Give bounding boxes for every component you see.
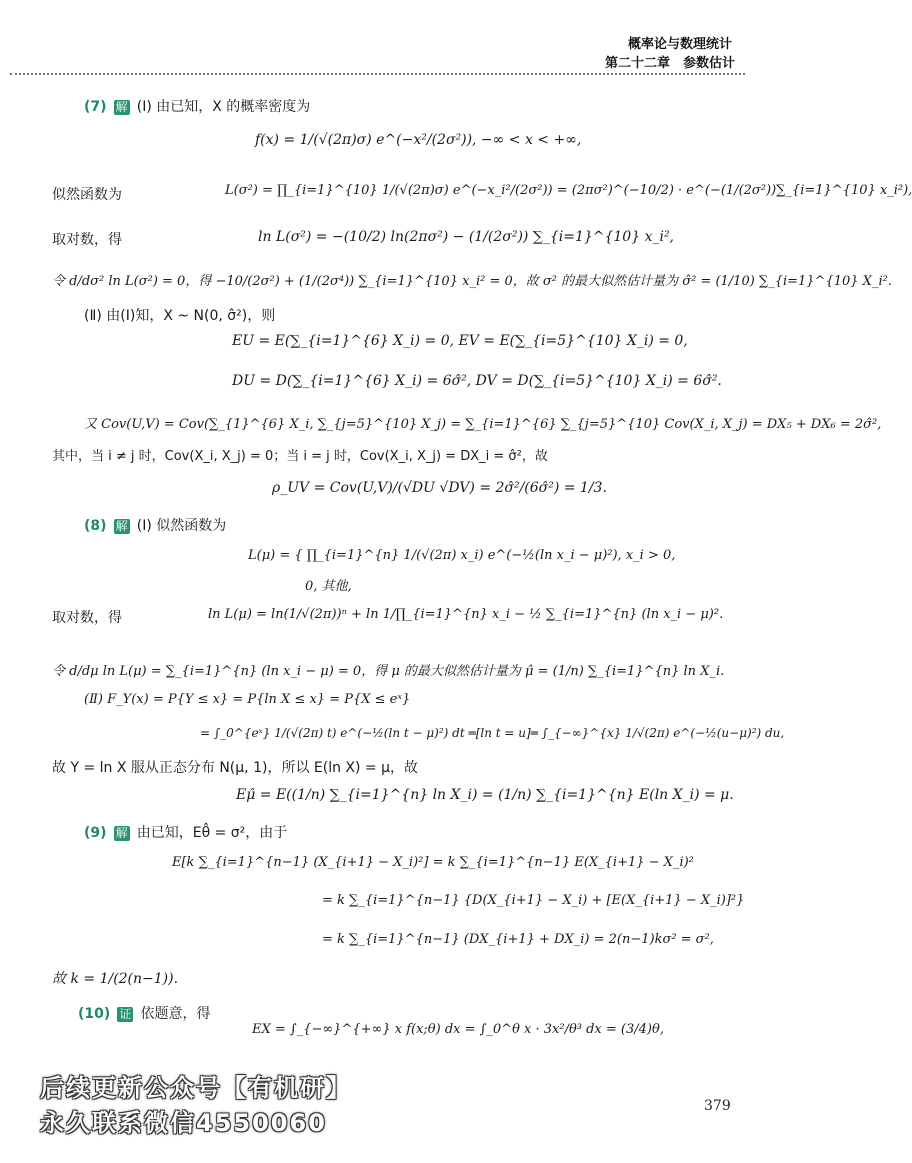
problem-8-heading — [84, 515, 226, 535]
distribution-conclusion: 故 Y = ln X 服从正态分布 N(μ, 1)，所以 E(ln X) = μ，故 — [52, 760, 419, 776]
solution-tag: 解 — [115, 519, 128, 533]
covariance-formula: 又 Cov(U,V) = Cov(∑_{1}^{6} X_i, ∑_{j=5}^{10} X_j) = ∑_{i=1}^{6} ∑_{j=5}^{10} Cov(X_i, X_j) = DX₅ + DX₆ = 2σ̂², — [84, 417, 882, 432]
expectation-step-3: = k ∑_{i=1}^{n−1} (DX_{i+1} + DX_i) = 2(n−1)kσ² = σ², — [322, 932, 714, 947]
likelihood-formula: L(σ²) = ∏_{i=1}^{10} 1/(√(2π)σ) e^(−x_i²/(2σ²)) = (2πσ²)^(−10/2) · e^(−(1/(2σ²))∑_{i=1}^{10} x_i²), — [225, 183, 912, 198]
log-likelihood-formula: ln L(μ) = ln(1/√(2π))ⁿ + ln 1/∏_{i=1}^{n} x_i − ½ ∑_{i=1}^{n} (ln x_i − μ)². — [208, 607, 724, 622]
likelihood-label: 似然函数为 — [52, 187, 122, 203]
solution-tag: 解 — [115, 100, 128, 114]
problem-text: 依题意，得 — [140, 1006, 211, 1022]
expectation-formula: EU = E(∑_{i=1}^{6} X_i) = 0, EV = E(∑_{i=5}^{10} X_i) = 0, — [232, 333, 688, 349]
problem-7-heading — [84, 96, 310, 116]
variance-formula: DU = D(∑_{i=1}^{6} X_i) = 6σ̂², DV = D(∑_{i=5}^{10} X_i) = 6σ̂². — [232, 373, 722, 389]
problem-text: 由已知，Eθ̂ = σ²，由于 — [136, 825, 288, 841]
piecewise-likelihood-row2: 0, 其他, — [305, 579, 352, 594]
expectation-step-1: E[k ∑_{i=1}^{n−1} (X_{i+1} − X_i)²] = k ∑_{i=1}^{n−1} E(X_{i+1} − X_i)² — [172, 855, 694, 870]
problem-text: (Ⅰ) 似然函数为 — [136, 518, 227, 534]
k-conclusion: 故 k = 1/(2(n−1)). — [52, 971, 179, 987]
problem-number: (7) — [84, 99, 107, 115]
piecewise-likelihood-row1: L(μ) = { ∏_{i=1}^{n} 1/(√(2π) x_i) e^(−½(ln x_i − μ)²), x_i > 0, — [248, 548, 676, 563]
expectation-step-2: = k ∑_{i=1}^{n−1} {D(X_{i+1} − X_i) + [E(X_{i+1} − X_i)]²} — [322, 893, 745, 908]
cdf-formula: (Ⅱ) F_Y(x) = P{Y ≤ x} = P{ln X ≤ x} = P{X ≤ eˣ} — [84, 692, 411, 707]
header-divider — [10, 73, 745, 75]
correlation-formula: ρ_UV = Cov(U,V)/(√DU √DV) = 2σ̂²/(6σ̂²) = 1/3. — [272, 480, 607, 496]
log-likelihood-formula: ln L(σ²) = −(10/2) ln(2πσ²) − (1/(2σ²)) ∑_{i=1}^{10} x_i², — [258, 229, 675, 245]
page-number: 379 — [704, 1098, 731, 1114]
mle-derivation: 令 d/dμ ln L(μ) = ∑_{i=1}^{n} (ln x_i − μ) = 0，得 μ 的最大似然估计量为 μ̂ = (1/n) ∑_{i=1}^{n} ln X_i. — [52, 664, 725, 679]
problem-text: (Ⅰ) 由已知，X 的概率密度为 — [136, 99, 311, 115]
problem-number: (9) — [84, 825, 107, 841]
watermark-line-1: 后续更新公众号【有机研】 — [40, 1074, 352, 1102]
solution-tag: 解 — [115, 826, 128, 840]
covariance-note: 其中，当 i ≠ j 时，Cov(X_i, X_j) = 0；当 i = j 时，Cov(X_i, X_j) = DX_i = σ̂²，故 — [52, 449, 548, 464]
running-header-book-title: 概率论与数理统计 — [628, 37, 733, 52]
take-log-label: 取对数，得 — [52, 610, 122, 626]
watermark-line-2: 永久联系微信4550060 — [40, 1109, 327, 1137]
cdf-integral: = ∫_0^{eˣ} 1/(√(2π) t) e^(−½(ln t − μ)²) dt ═[ln t = u]═ ∫_{−∞}^{x} 1/√(2π) e^(−½(u−μ)²) du, — [200, 726, 785, 740]
running-header-chapter: 第二十二章 参数估计 — [605, 56, 736, 71]
problem-number: (10) — [78, 1006, 111, 1022]
density-formula: f(x) = 1/(√(2π)σ) e^(−x²/(2σ²)), −∞ < x < +∞, — [255, 132, 582, 148]
part-ii-intro: (Ⅱ) 由(Ⅰ)知，X ~ N(0, σ̂²)，则 — [84, 308, 276, 324]
problem-number: (8) — [84, 518, 107, 534]
problem-9-heading — [84, 822, 287, 842]
mle-derivation: 令 d/dσ² ln L(σ²) = 0，得 −10/(2σ²) + (1/(2σ⁴)) ∑_{i=1}^{10} x_i² = 0，故 σ² 的最大似然估计量为 σ̂² = (1/10) ∑_{i=1}^{10} X_i². — [52, 274, 892, 289]
unbiased-formula: Eμ̂ = E((1/n) ∑_{i=1}^{n} ln X_i) = (1/n) ∑_{i=1}^{n} E(ln X_i) = μ. — [236, 787, 734, 803]
problem-10-heading — [78, 1003, 210, 1023]
take-log-label: 取对数，得 — [52, 232, 122, 248]
proof-tag: 证 — [119, 1007, 132, 1021]
expectation-integral: EX = ∫_{−∞}^{+∞} x f(x;θ) dx = ∫_0^θ x · 3x²/θ³ dx = (3/4)θ, — [252, 1022, 664, 1037]
